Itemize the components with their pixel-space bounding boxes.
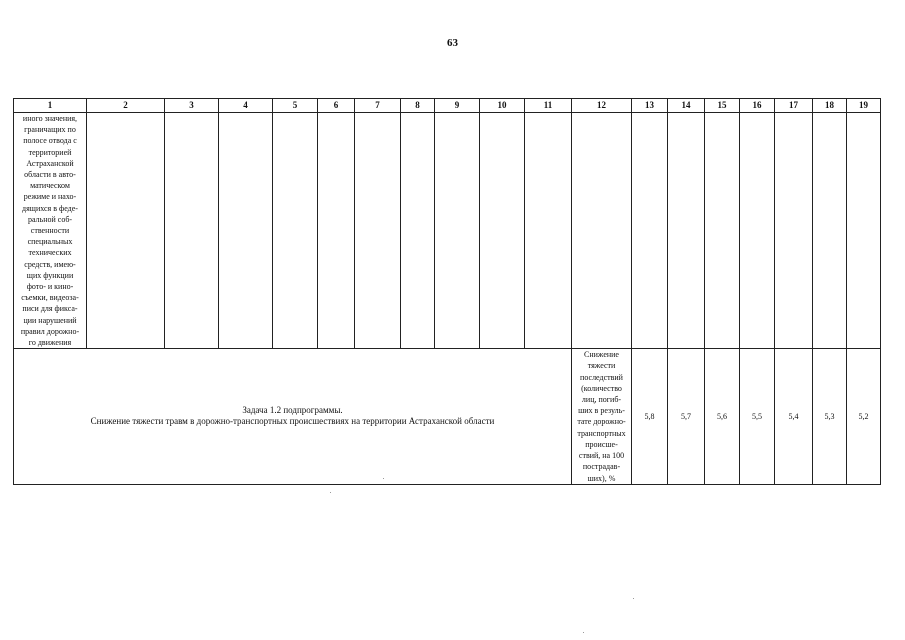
empty-cell: [219, 113, 273, 349]
text-line: съемки, видеоза-: [21, 293, 79, 303]
text-line: режиме и нахо-: [23, 192, 77, 202]
value-cell: 5,3: [813, 349, 847, 484]
column-number: 2: [87, 99, 165, 113]
empty-cell: [668, 113, 705, 349]
column-number: 17: [775, 99, 813, 113]
empty-cell: [355, 113, 401, 349]
text-line: Астраханской: [26, 158, 74, 168]
indicator-description: [573, 349, 630, 483]
continued-row: [14, 113, 881, 349]
value-cell: 5,2: [847, 349, 881, 484]
scan-speck: [583, 632, 584, 633]
text-line: тяжести: [587, 361, 616, 371]
column-number: 9: [435, 99, 480, 113]
text-line: (количество: [581, 383, 622, 393]
column-number: 4: [219, 99, 273, 113]
indicator-cell: [572, 349, 632, 484]
text-line: фото- и кино-: [26, 282, 74, 292]
empty-cell: [273, 113, 318, 349]
text-line: транспортных: [577, 428, 626, 438]
text-line: го движения: [28, 338, 72, 348]
continued-description-cell: [14, 113, 87, 349]
text-line: ших), %: [587, 473, 616, 483]
text-line: матическом: [30, 181, 70, 191]
column-number: 16: [740, 99, 775, 113]
column-number: 8: [401, 99, 435, 113]
scan-speck: [330, 492, 331, 493]
value-cell: 5,5: [740, 349, 775, 484]
column-number-row: [14, 99, 881, 113]
text-line: специальных: [27, 237, 73, 247]
empty-cell: [480, 113, 525, 349]
text-line: технических: [28, 248, 72, 258]
continued-description: [15, 113, 85, 348]
column-number: 1: [14, 99, 87, 113]
empty-cell: [632, 113, 668, 349]
scan-speck: [633, 598, 634, 599]
task-title-line2: Снижение тяжести травм в дорожно-транспортных происшествиях на территории Астраханской области: [90, 416, 495, 427]
text-line: ственности: [30, 226, 70, 236]
column-number: 13: [632, 99, 668, 113]
empty-cell: [775, 113, 813, 349]
value-cell: 5,7: [668, 349, 705, 484]
text-line: иного значения,: [22, 114, 78, 123]
text-line: территорией: [28, 147, 72, 157]
column-number: 12: [572, 99, 632, 113]
page-number: 63: [447, 37, 458, 49]
text-line: ральной соб-: [27, 214, 73, 224]
empty-cell: [318, 113, 355, 349]
text-line: ших в резуль-: [578, 406, 625, 416]
text-line: дящихся в феде-: [22, 203, 78, 213]
column-number: 19: [847, 99, 881, 113]
text-line: области в авто-: [24, 170, 76, 180]
text-line: полосе отвода с: [23, 136, 77, 146]
task-title: [15, 405, 570, 427]
text-line: происше-: [585, 439, 618, 449]
column-number: 5: [273, 99, 318, 113]
empty-cell: [813, 113, 847, 349]
empty-cell: [705, 113, 740, 349]
task-row: [14, 349, 881, 484]
text-line: тате дорожно-: [577, 417, 626, 427]
empty-cell: [572, 113, 632, 349]
column-number: 7: [355, 99, 401, 113]
column-number: 3: [165, 99, 219, 113]
empty-cell: [165, 113, 219, 349]
task-title-line1: Задача 1.2 подпрограммы.: [242, 405, 343, 416]
text-line: последствий: [580, 372, 623, 382]
column-number: 6: [318, 99, 355, 113]
text-line: пострадав-: [582, 462, 621, 472]
task-title-cell: [14, 349, 572, 484]
empty-cell: [847, 113, 881, 349]
text-line: лиц, погиб-: [581, 395, 622, 405]
value-cell: 5,6: [705, 349, 740, 484]
scan-speck: [383, 478, 384, 479]
text-line: правил дорожно-: [20, 326, 80, 336]
column-number: 15: [705, 99, 740, 113]
column-number: 10: [480, 99, 525, 113]
value-cell: 5,8: [632, 349, 668, 484]
text-line: средств, имею-: [24, 259, 76, 269]
value-cell: 5,4: [775, 349, 813, 484]
text-line: писи для фикса-: [22, 304, 78, 314]
text-line: ствий, на 100: [578, 451, 625, 461]
empty-cell: [435, 113, 480, 349]
empty-cell: [87, 113, 165, 349]
empty-cell: [740, 113, 775, 349]
text-line: ции нарушений: [23, 315, 77, 325]
text-line: щих функции: [26, 270, 74, 280]
column-number: 18: [813, 99, 847, 113]
column-number: 11: [525, 99, 572, 113]
empty-cell: [401, 113, 435, 349]
text-line: Снижение: [584, 350, 619, 360]
indicators-table: [13, 98, 881, 485]
empty-cell: [525, 113, 572, 349]
column-number: 14: [668, 99, 705, 113]
text-line: граничащих по: [24, 125, 76, 135]
